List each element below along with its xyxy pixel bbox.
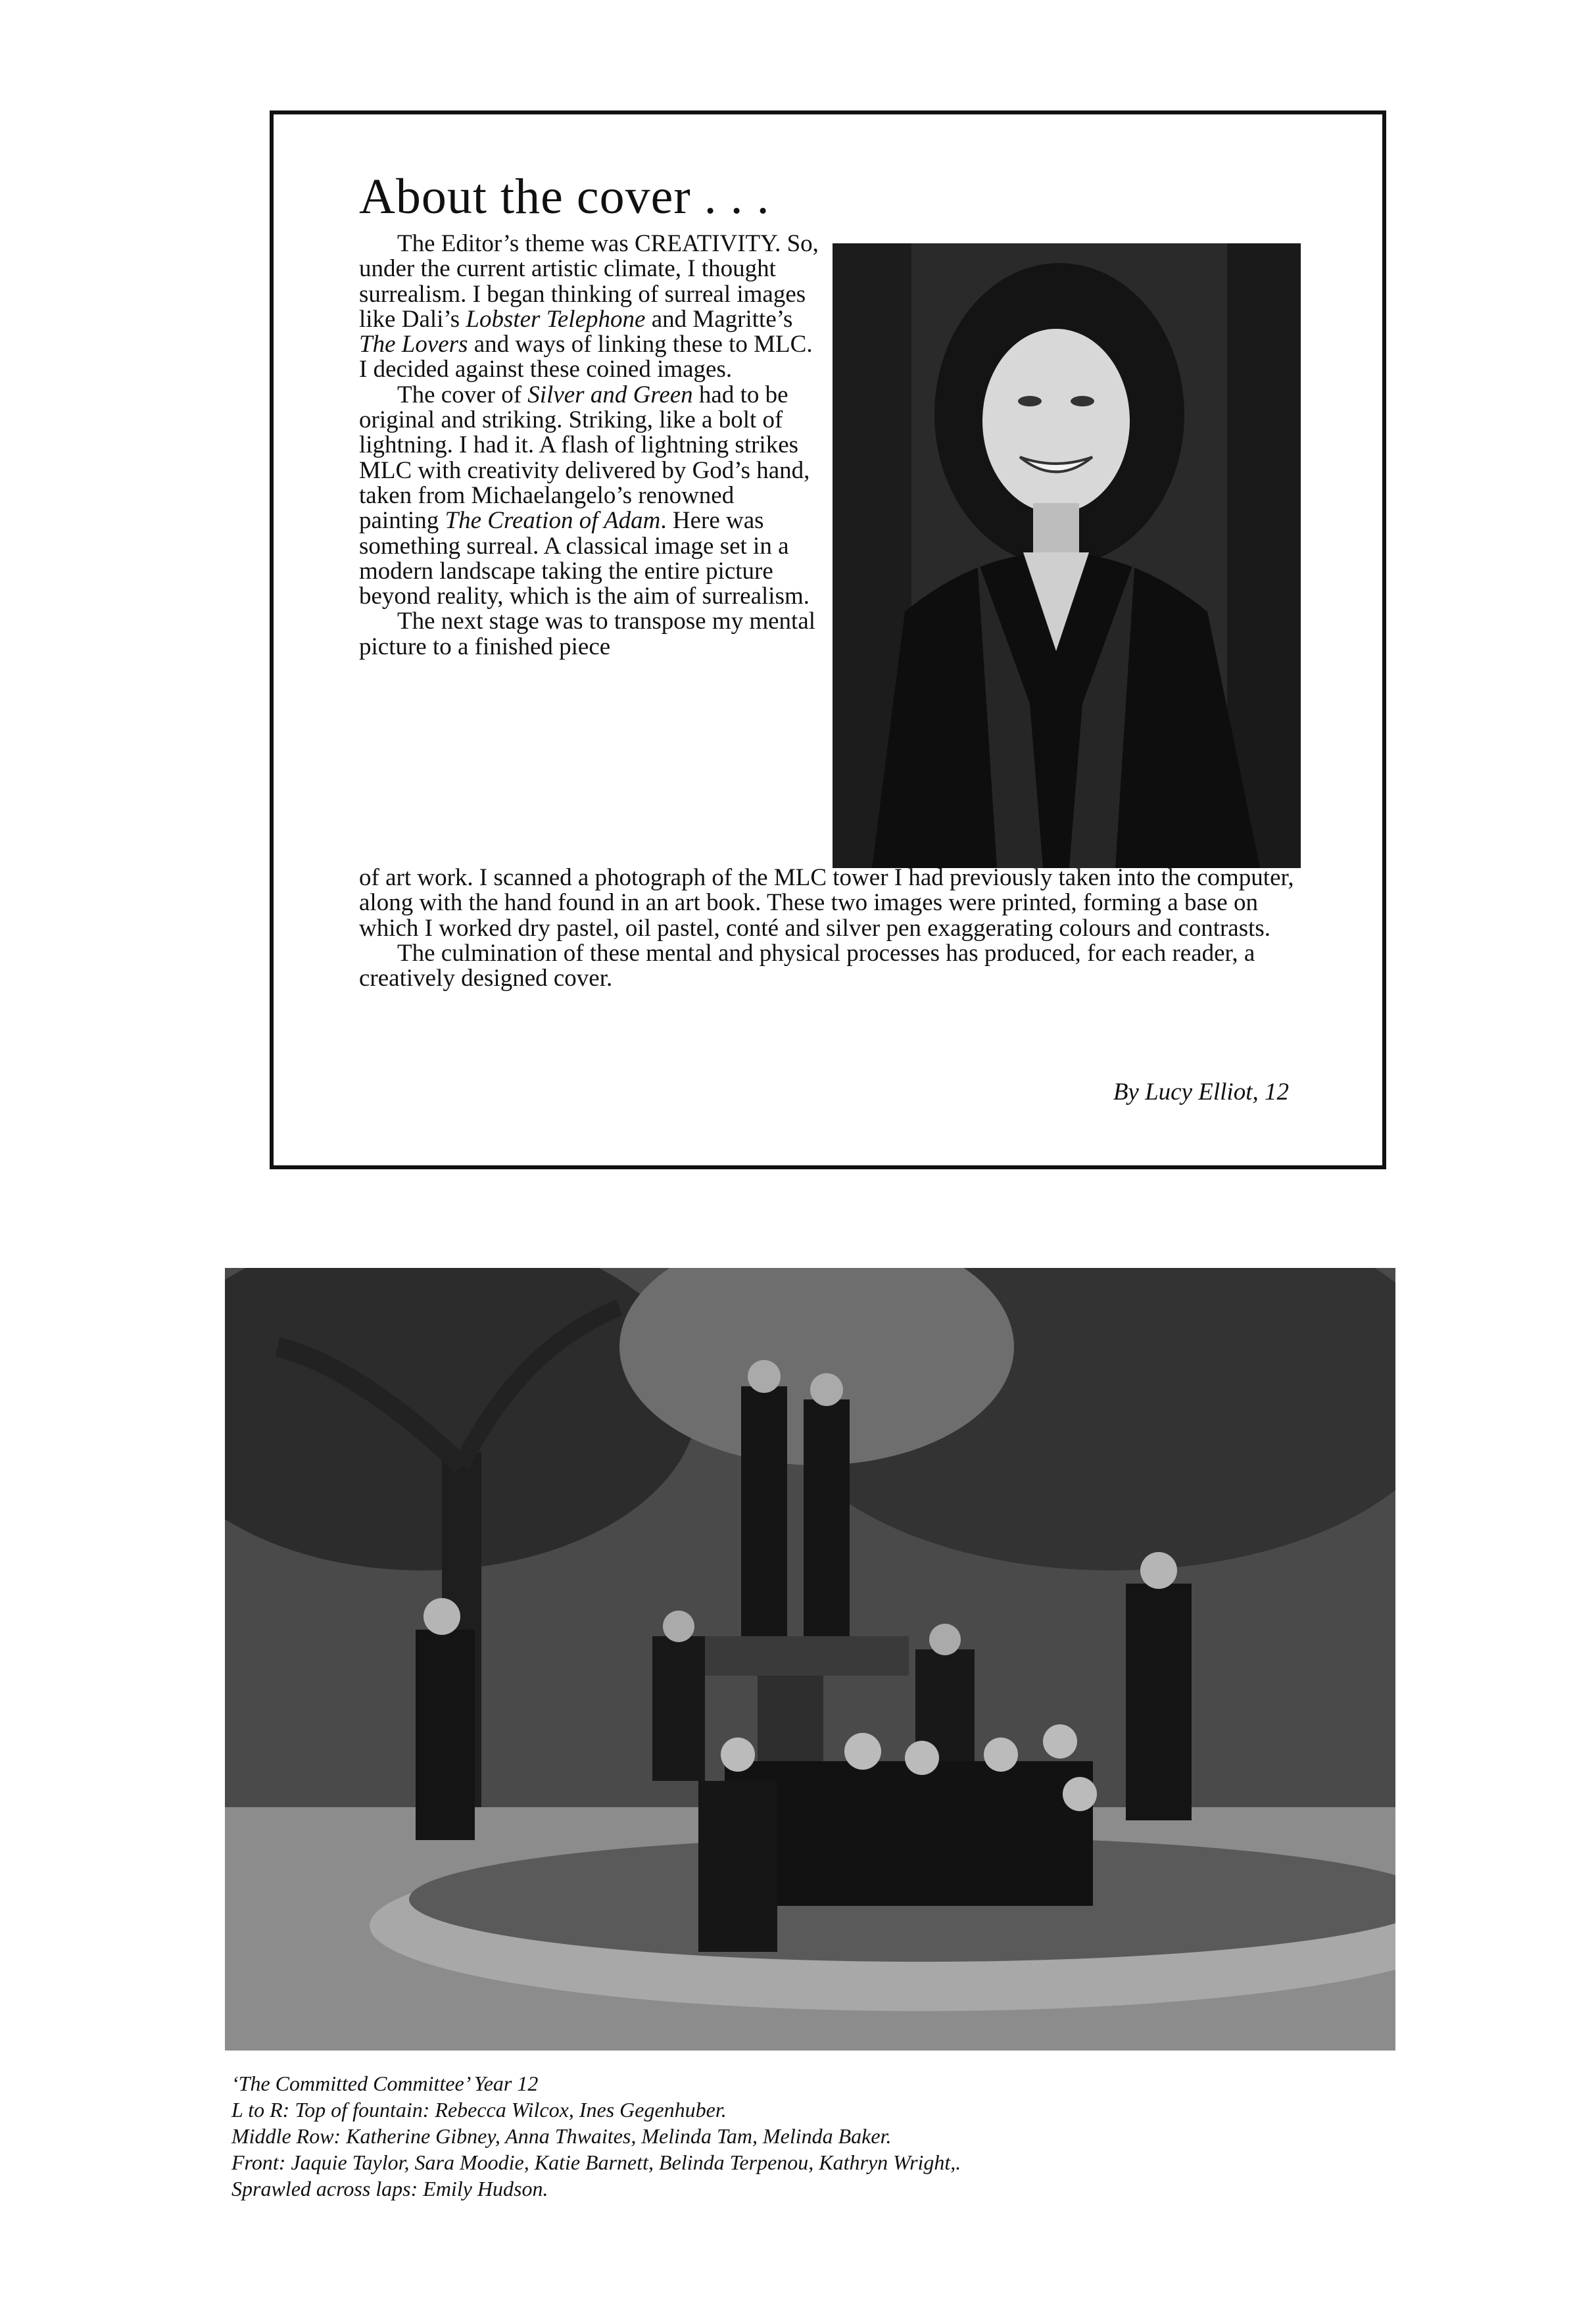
article-body-wide: [359, 865, 1306, 991]
caption-line-front: Front: Jaquie Taylor, Sara Moodie, Katie Barnett, Belinda Terpenou, Kathryn Wright,.: [231, 2150, 961, 2174]
paragraph-3-rest: of art work. I scanned a photograph of the MLC tower I had previously taken into the computer, along with the hand found in an art book. These two images were printed, forming a base on which I worked dry pastel, oil pastel, conté and silver pen exaggerating colours and contrasts.: [359, 864, 1294, 942]
article-title: About the cover . . .: [359, 169, 770, 224]
paragraph-4: The culmination of these mental and physical processes has produced, for each reader, a creatively designed cover.: [359, 939, 1255, 992]
portrait-illustration: [833, 243, 1301, 868]
paragraph-1: The Editor’s theme was CREATIVITY. So, under the current artistic climate, I thought surrealism. I began thinking of surreal images like Dali’s Lobster Telephone and Magritte’s The Lovers and ways of linking these to MLC. I decided against these coined images.: [359, 230, 819, 383]
article-body-narrow: [359, 231, 819, 660]
author-portrait-photo: [833, 243, 1301, 868]
caption-line-middle: Middle Row: Katherine Gibney, Anna Thwaites, Melinda Tam, Melinda Baker.: [231, 2124, 892, 2148]
paragraph-2: The cover of Silver and Green had to be original and striking. Striking, like a bolt of lightning. I had it. A flash of lightning strikes MLC with creativity delivered by God’s hand, taken from Michaelangelo’s renowned painting The Creation of Adam. Here was something surreal. A classical image set in a modern landscape taking the entire picture beyond reality, which is the aim of surrealism.: [359, 381, 810, 610]
caption-title: ‘The Committed Committee’ Year 12: [231, 2072, 539, 2095]
paragraph-3-start: The next stage was to transpose my mental picture to a finished piece: [359, 608, 816, 660]
author-byline: By Lucy Elliot, 12: [1113, 1079, 1289, 1105]
photo-caption: [231, 2070, 1389, 2202]
cover-article-box: [270, 110, 1386, 1169]
caption-line-top: L to R: Top of fountain: Rebecca Wilcox, Ines Gegenhuber.: [231, 2098, 727, 2122]
group-photo-illustration: [225, 1268, 1395, 2051]
committee-group-photo: [225, 1268, 1395, 2051]
caption-line-sprawled: Sprawled across laps: Emily Hudson.: [231, 2177, 548, 2200]
